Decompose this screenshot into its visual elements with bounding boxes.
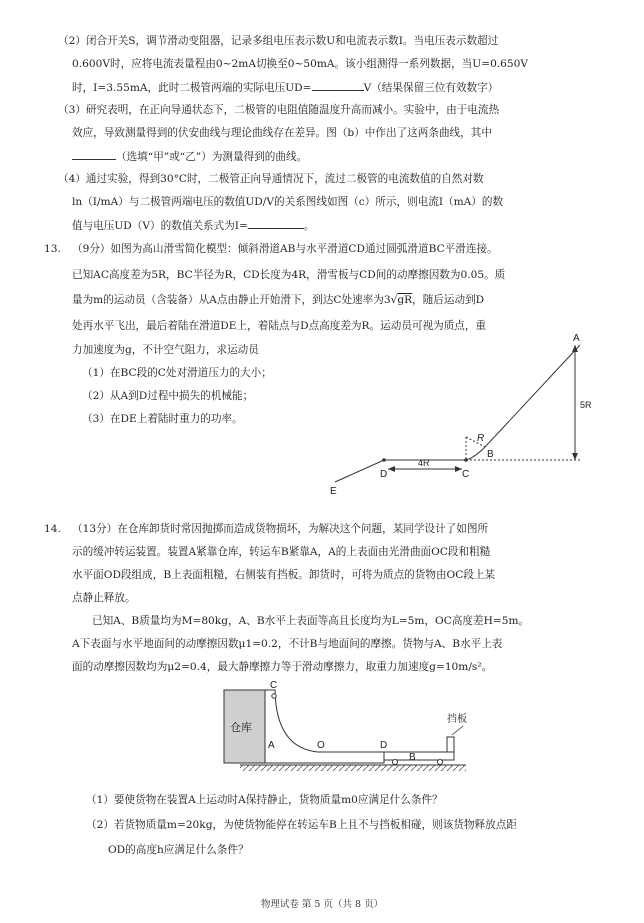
q12-part3-line3-end: （选填“甲”或“乙”）为测量得到的曲线。 (116, 151, 308, 163)
fig-label-b: B (409, 752, 416, 763)
label-a: A (573, 333, 580, 344)
ground-hatch (240, 765, 466, 771)
q12-part4-line2: ln（I/mA）与二极管两端电压的数值UD/V的关系图线如图（c）所示，则电流I（mA）的数 (72, 196, 504, 208)
q14-sub2-line1: （2）若货物质量m=20kg，为使货物能停在转运车B上且不与挡板相碰，则该货物释放点距 (86, 819, 517, 831)
q12-part2-line2: 0.600V时，应将电流表量程由0~2mA切换至0~50mA。该小组测得一系列数据，当U=0.650V (72, 58, 529, 70)
q12-part4-line1: （4）通过实验，得到30°C时，二极管正向导通情况下，流过二极管的电流数值的自然对数 (58, 173, 484, 185)
q12-part4-line3-start: 值与电压UD（V）的数值关系式为I= (72, 220, 248, 232)
q14-sub2-line2: OD的高度h应满足什么条件？ (108, 844, 249, 856)
q14-line5: 已知A、B质量均为M=80kg，A、B水平上表面等高且长度均为L=5m，OC高度差H=5m。 (92, 615, 530, 627)
cart-wheel (438, 760, 443, 765)
q14-line7: 面的动摩擦因数均为μ2=0.4，最大静摩擦力等于滑动摩擦力，取重力加速度g=10m/s²。 (72, 661, 493, 673)
q14-number: 14. (44, 523, 61, 535)
warehouse-label: 仓库 (230, 722, 252, 734)
q14-line3: 水平面OD段组成，B上表面粗糙，右侧装有挡板。卸货时，可将为质点的货物由OC段上某 (72, 569, 496, 581)
baffle-plate (447, 737, 454, 752)
baffle-pointer (452, 726, 463, 735)
q13-line3-start: 量为m的运动员（含装备）从A点由静止开始滑下，到达C处速率为3 (72, 294, 391, 306)
baffle-label: 挡板 (447, 714, 467, 725)
q13-line3-end: ，随后运动到D (412, 294, 485, 306)
q14-line4: 点静止释放。 (72, 592, 136, 604)
q12-part2-line1: （2）闭合开关S，调节滑动变阻器，记录多组电压表示数U和电流表示数I。当电压表示数超过 (58, 35, 499, 47)
q13-number: 13. (44, 243, 61, 255)
q12-part2-line3-start: 时，I=3.55mA，此时二极管两端的实际电压UD= (72, 82, 312, 94)
label-height: 5R (580, 400, 592, 410)
cargo-point (272, 694, 276, 698)
sqrt-radicand: gR (397, 294, 413, 306)
q13-line4: 处再水平飞出，最后着陆在滑道DE上，着陆点与D点高度差为R。运动员可视为质点，重 (72, 320, 487, 332)
label-length: 4R (418, 458, 430, 468)
label-r: R (477, 433, 485, 444)
label-c: C (462, 469, 470, 480)
label-b: B (487, 449, 494, 460)
q12-part2-line3-end: V（结果保留三位有效数字） (363, 82, 499, 94)
q14-line2: 示的缓冲转运装置。装置A紧靠仓库，转运车B紧靠A，A的上表面由光滑曲面OC段和粗糙 (72, 546, 491, 558)
page-footer: 物理试卷 第 5 页（共 8 页） (260, 899, 384, 910)
q14-line6: A下表面与水平地面间的动摩擦因数μ1=0.2，不计B与地面间的摩擦。货物与A、B水平上表 (72, 638, 503, 650)
q12-part3-line1: （3）研究表明，在正向导通状态下，二极管的电阻值随温度升高而减小。实验中，由于电流热 (58, 104, 500, 116)
q12-part3-line2: 效应，导致测量得到的伏安曲线与理论曲线存在差异。图（b）中作出了这两条曲线，其中 (72, 127, 492, 139)
q14-sub1: （1）要使货物在装置A上运动时A保持静止，货物质量m0应满足什么条件？ (86, 794, 443, 806)
cart-b (384, 752, 454, 760)
fig-label-c: C (270, 680, 278, 691)
fig-label-a: A (268, 740, 275, 751)
fig-label-o: O (317, 740, 325, 751)
q13-sub1: （1）在BC段的C处对滑道压力的大小； (82, 367, 272, 379)
cart-wheel (393, 760, 398, 765)
q12-part4-line3-end: 。 (303, 220, 315, 232)
label-e: E (330, 486, 337, 497)
device-a (265, 690, 384, 763)
sqrt-sign: √ (390, 294, 398, 306)
q14-line1: （13分）在仓库卸货时常因抛掷而造成货物损坏，为解决这个问题，某同学设计了如图所 (72, 523, 489, 535)
q13-sub2: （2）从A到D过程中损失的机械能； (82, 390, 254, 402)
fig-label-d: D (380, 740, 388, 751)
label-d: D (380, 469, 388, 480)
q13-line1: （9分）如图为高山滑雪简化模型：倾斜滑道AB与水平滑道CD通过圆弧滑道BC平滑连接。 (72, 243, 498, 255)
q13-sub3: （3）在DE上着陆时重力的功率。 (82, 413, 243, 425)
q13-line2: 已知AC高度差为5R，BC半径为R，CD长度为4R，滑雪板与CD间的动摩擦因数为0.05。质 (72, 269, 506, 281)
q13-line5: 力加速度为g，不计空气阻力，求运动员 (72, 344, 259, 356)
